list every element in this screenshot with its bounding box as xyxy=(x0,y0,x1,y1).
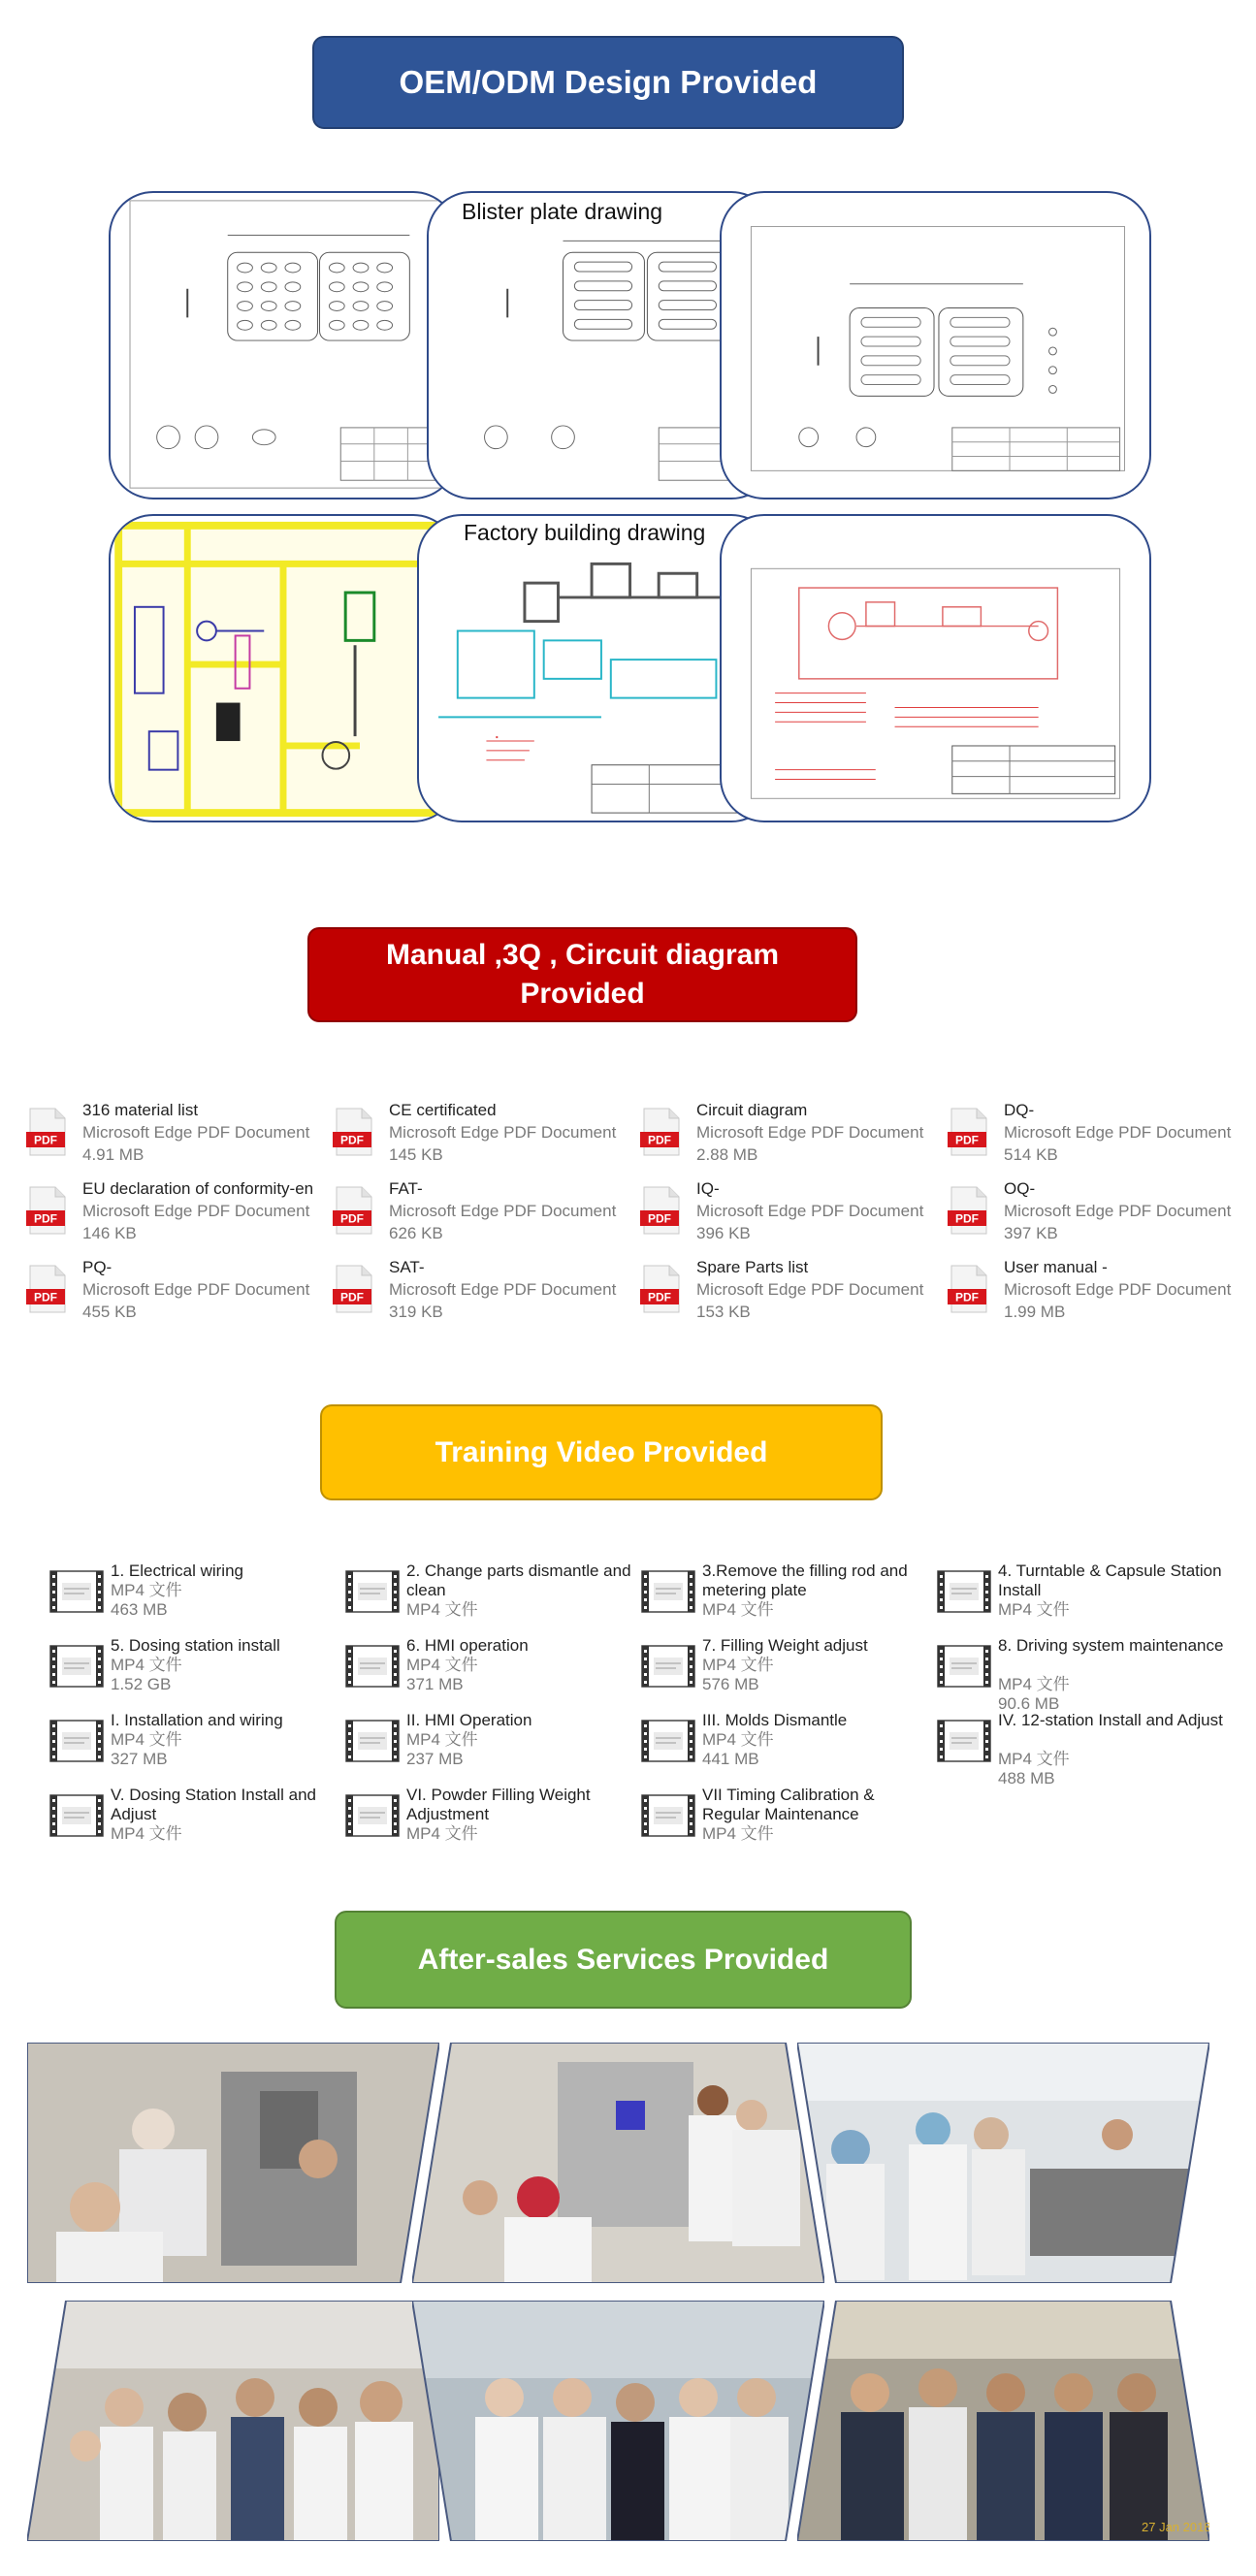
video-size: 441 MB xyxy=(702,1750,759,1768)
file-type: Microsoft Edge PDF Document xyxy=(82,1280,310,1299)
video-name: 1. Electrical wiring xyxy=(111,1562,243,1580)
video-file-icon xyxy=(641,1640,695,1690)
pdf-file-item[interactable] xyxy=(26,1101,317,1171)
video-type: MP4 文件 xyxy=(998,1675,1070,1693)
video-file-icon xyxy=(345,1565,400,1616)
after-sales-photo-4 xyxy=(27,2301,439,2541)
video-file-item[interactable] xyxy=(345,1636,636,1706)
video-file-item[interactable] xyxy=(641,1636,932,1706)
pdf-file-icon xyxy=(333,1264,375,1314)
video-name: 6. HMI operation xyxy=(406,1636,529,1655)
video-file-icon xyxy=(49,1715,104,1765)
video-size: 463 MB xyxy=(111,1600,168,1619)
video-type: MP4 文件 xyxy=(111,1581,182,1599)
file-name: PQ- xyxy=(82,1258,113,1276)
blister-drawing-3 xyxy=(720,191,1151,499)
video-file-item[interactable] xyxy=(641,1786,932,1855)
pdf-file-item[interactable] xyxy=(640,1101,931,1171)
svg-text:PDF: PDF xyxy=(34,1290,57,1304)
file-name: SAT- xyxy=(389,1258,425,1276)
video-file-icon xyxy=(937,1640,991,1690)
video-file-icon xyxy=(937,1565,991,1616)
file-size: 153 KB xyxy=(696,1303,751,1321)
video-size: 237 MB xyxy=(406,1750,464,1768)
video-file-icon xyxy=(641,1565,695,1616)
after-sales-photo-5 xyxy=(412,2301,824,2541)
pdf-file-item[interactable] xyxy=(26,1258,317,1328)
pdf-file-item[interactable] xyxy=(948,1101,1239,1171)
pdf-file-icon xyxy=(26,1107,69,1157)
video-type: MP4 文件 xyxy=(111,1730,182,1749)
pdf-file-icon xyxy=(948,1264,990,1314)
video-type: MP4 文件 xyxy=(406,1730,478,1749)
video-file-item[interactable] xyxy=(49,1562,340,1631)
video-file-icon xyxy=(345,1640,400,1690)
video-type: MP4 文件 xyxy=(702,1600,774,1619)
video-file-item[interactable] xyxy=(641,1711,932,1781)
file-size: 146 KB xyxy=(82,1224,137,1242)
factory-floorplan-1 xyxy=(109,514,458,822)
file-name: Spare Parts list xyxy=(696,1258,809,1276)
file-type: Microsoft Edge PDF Document xyxy=(1004,1202,1232,1220)
oem-odm-banner xyxy=(312,36,904,129)
pdf-file-item[interactable] xyxy=(640,1258,931,1328)
video-file-icon xyxy=(641,1715,695,1765)
svg-text:PDF: PDF xyxy=(955,1211,979,1226)
video-type: MP4 文件 xyxy=(702,1730,774,1749)
pdf-file-icon xyxy=(333,1185,375,1236)
video-name: 5. Dosing station install xyxy=(111,1636,280,1655)
video-type: MP4 文件 xyxy=(406,1600,478,1619)
video-name: 2. Change parts dismantle and clean xyxy=(406,1562,631,1599)
file-size: 319 KB xyxy=(389,1303,443,1321)
video-type: MP4 文件 xyxy=(702,1656,774,1674)
after-sales-photo-1 xyxy=(27,2043,439,2283)
file-type: Microsoft Edge PDF Document xyxy=(82,1123,310,1142)
svg-text:PDF: PDF xyxy=(34,1211,57,1226)
video-file-icon xyxy=(937,1715,991,1765)
file-name: DQ- xyxy=(1004,1101,1035,1119)
manual-banner xyxy=(307,927,857,1022)
blister-caption: Blister plate drawing xyxy=(458,199,666,225)
video-name: IV. 12-station Install and Adjust xyxy=(998,1711,1223,1729)
video-file-item[interactable] xyxy=(345,1786,636,1855)
oem-odm-title: OEM/ODM Design Provided xyxy=(399,64,818,100)
video-name: 8. Driving system maintenance xyxy=(998,1636,1224,1655)
pdf-file-icon xyxy=(948,1107,990,1157)
video-type: MP4 文件 xyxy=(406,1656,478,1674)
training-title: Training Video Provided xyxy=(435,1435,768,1468)
file-size: 626 KB xyxy=(389,1224,443,1242)
file-type: Microsoft Edge PDF Document xyxy=(82,1202,310,1220)
video-file-icon xyxy=(345,1715,400,1765)
file-size: 455 KB xyxy=(82,1303,137,1321)
video-file-item[interactable] xyxy=(49,1786,340,1855)
file-type: Microsoft Edge PDF Document xyxy=(389,1123,617,1142)
file-type: Microsoft Edge PDF Document xyxy=(696,1202,924,1220)
video-type: MP4 文件 xyxy=(111,1656,182,1674)
pdf-file-icon xyxy=(640,1185,683,1236)
file-type: Microsoft Edge PDF Document xyxy=(696,1123,924,1142)
video-name: V. Dosing Station Install and Adjust xyxy=(111,1786,317,1823)
photo-date-stamp: 27 Jan 2018 xyxy=(1142,2520,1209,2534)
video-file-item[interactable] xyxy=(49,1636,340,1706)
file-size: 4.91 MB xyxy=(82,1145,145,1164)
file-type: Microsoft Edge PDF Document xyxy=(389,1202,617,1220)
training-video-list xyxy=(49,1562,1242,1852)
file-size: 396 KB xyxy=(696,1224,751,1242)
file-type: Microsoft Edge PDF Document xyxy=(1004,1280,1232,1299)
video-file-icon xyxy=(49,1565,104,1616)
video-file-item[interactable] xyxy=(345,1562,636,1631)
pdf-file-icon xyxy=(640,1107,683,1157)
svg-text:PDF: PDF xyxy=(648,1211,671,1226)
file-size: 1.99 MB xyxy=(1004,1303,1066,1321)
video-type: MP4 文件 xyxy=(111,1824,182,1843)
file-name: CE certificated xyxy=(389,1101,497,1119)
file-type: Microsoft Edge PDF Document xyxy=(696,1280,924,1299)
video-type: MP4 文件 xyxy=(998,1600,1070,1619)
video-name: 7. Filling Weight adjust xyxy=(702,1636,868,1655)
pdf-file-item[interactable] xyxy=(333,1101,624,1171)
after-sales-photo-2 xyxy=(412,2043,824,2283)
file-name: EU declaration of conformity-en xyxy=(82,1179,314,1198)
after-sales-banner xyxy=(335,1911,912,2009)
svg-text:PDF: PDF xyxy=(340,1211,364,1226)
video-file-item[interactable] xyxy=(937,1636,1228,1713)
file-name: OQ- xyxy=(1004,1179,1036,1198)
video-file-icon xyxy=(49,1640,104,1690)
video-name: II. HMI Operation xyxy=(406,1711,532,1729)
video-size: 371 MB xyxy=(406,1675,464,1693)
video-size: 1.52 GB xyxy=(111,1675,172,1693)
video-file-icon xyxy=(345,1789,400,1840)
video-type: MP4 文件 xyxy=(406,1824,478,1843)
file-type: Microsoft Edge PDF Document xyxy=(389,1280,617,1299)
video-file-item[interactable] xyxy=(641,1562,932,1631)
video-size: 576 MB xyxy=(702,1675,759,1693)
video-name: I. Installation and wiring xyxy=(111,1711,283,1729)
video-size: 327 MB xyxy=(111,1750,168,1768)
factory-layout-drawing xyxy=(720,514,1151,822)
svg-text:PDF: PDF xyxy=(648,1290,671,1304)
video-size: 90.6 MB xyxy=(998,1694,1060,1713)
video-file-item[interactable] xyxy=(49,1711,340,1781)
file-size: 514 KB xyxy=(1004,1145,1058,1164)
video-file-icon xyxy=(641,1789,695,1840)
svg-text:PDF: PDF xyxy=(955,1290,979,1304)
pdf-file-icon xyxy=(333,1107,375,1157)
video-name: 4. Turntable & Capsule Station Install xyxy=(998,1562,1222,1599)
video-name: VII Timing Calibration & Regular Maintenance xyxy=(702,1786,875,1823)
training-banner xyxy=(320,1404,883,1500)
after-sales-photo-6 xyxy=(797,2301,1209,2541)
manual-title-line2: Provided xyxy=(520,978,645,1010)
file-name: FAT- xyxy=(389,1179,423,1198)
video-type: MP4 文件 xyxy=(998,1750,1070,1768)
video-file-item[interactable] xyxy=(345,1711,636,1781)
pdf-file-icon xyxy=(26,1264,69,1314)
file-name: Circuit diagram xyxy=(696,1101,808,1119)
file-type: Microsoft Edge PDF Document xyxy=(1004,1123,1232,1142)
video-name: VI. Powder Filling Weight Adjustment xyxy=(406,1786,591,1823)
pdf-file-icon xyxy=(26,1185,69,1236)
svg-text:PDF: PDF xyxy=(340,1133,364,1147)
pdf-file-item[interactable] xyxy=(26,1179,317,1249)
manual-title-line1: Manual ,3Q , Circuit diagram xyxy=(385,939,780,971)
after-sales-title: After-sales Services Provided xyxy=(417,1943,829,1976)
pdf-file-item[interactable] xyxy=(333,1179,624,1249)
blister-drawing-1 xyxy=(109,191,458,499)
file-name: IQ- xyxy=(696,1179,720,1198)
file-size: 145 KB xyxy=(389,1145,443,1164)
after-sales-photo-3 xyxy=(797,2043,1209,2283)
video-type: MP4 文件 xyxy=(702,1824,774,1843)
video-name: III. Molds Dismantle xyxy=(702,1711,848,1729)
video-file-item[interactable] xyxy=(937,1711,1228,1787)
pdf-file-item[interactable] xyxy=(640,1179,931,1249)
svg-text:PDF: PDF xyxy=(340,1290,364,1304)
file-size: 397 KB xyxy=(1004,1224,1058,1242)
pdf-file-icon xyxy=(948,1185,990,1236)
file-name: User manual - xyxy=(1004,1258,1108,1276)
video-file-item[interactable] xyxy=(937,1562,1228,1631)
video-name: 3.Remove the filling rod and metering plate xyxy=(702,1562,908,1599)
pdf-file-item[interactable] xyxy=(948,1179,1239,1249)
svg-text:PDF: PDF xyxy=(648,1133,671,1147)
file-size: 2.88 MB xyxy=(696,1145,758,1164)
pdf-file-item[interactable] xyxy=(948,1258,1239,1328)
video-size: 488 MB xyxy=(998,1769,1055,1787)
svg-text:PDF: PDF xyxy=(34,1133,57,1147)
pdf-file-item[interactable] xyxy=(333,1258,624,1328)
video-file-icon xyxy=(49,1789,104,1840)
factory-caption: Factory building drawing xyxy=(460,520,709,546)
pdf-file-icon xyxy=(640,1264,683,1314)
file-name: 316 material list xyxy=(82,1101,199,1119)
svg-text:PDF: PDF xyxy=(955,1133,979,1147)
